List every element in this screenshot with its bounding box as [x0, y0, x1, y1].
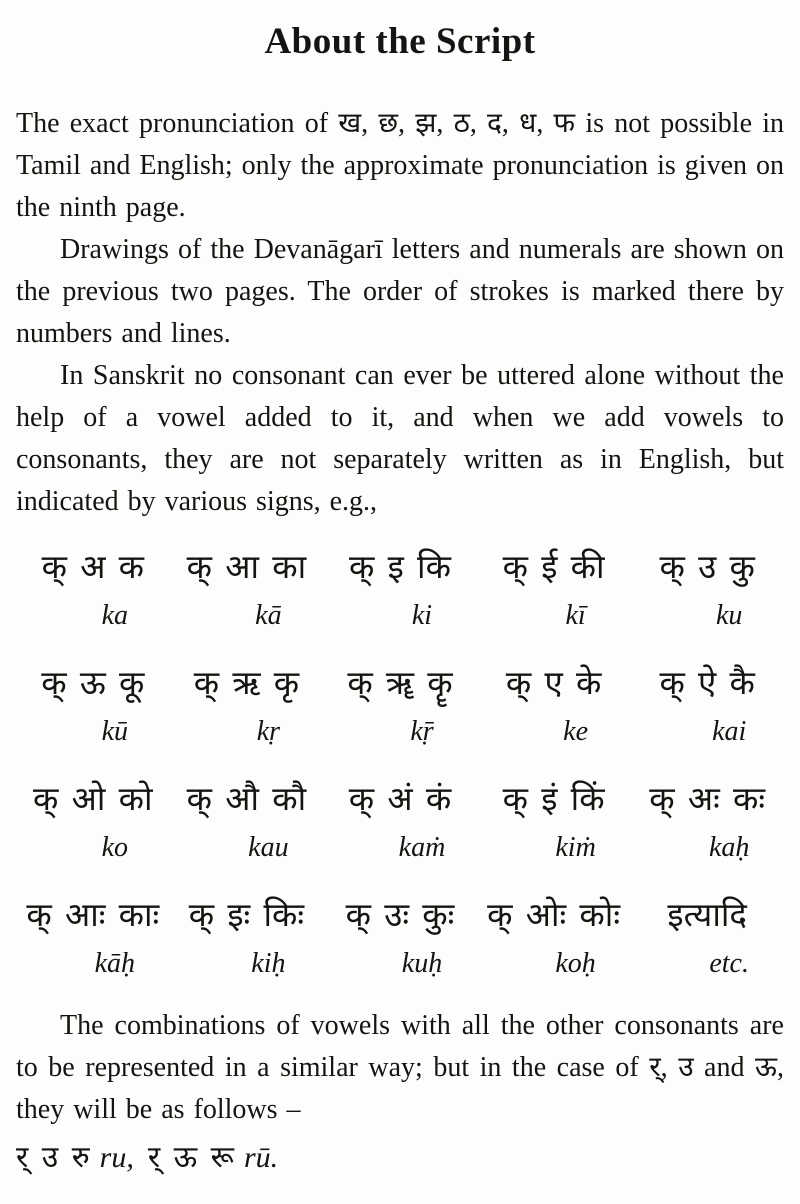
latin-transliteration: ki: [411, 600, 433, 631]
table-cell: [170, 541, 324, 637]
devanagari-combination: क् उः कुः: [345, 898, 455, 934]
table-cell: [170, 773, 324, 869]
devanagari-ruu-example: र् ऊ रू: [147, 1141, 234, 1174]
devanagari-combination: क् इं किं: [502, 782, 605, 818]
table-cell: [16, 541, 170, 637]
table-cell: [630, 657, 784, 753]
devanagari-combination: क् ओः कोः: [487, 898, 620, 934]
devanagari-etcetera: इत्यादि: [667, 898, 747, 934]
table-cell: [16, 657, 170, 753]
table-cell: [16, 773, 170, 869]
devanagari-combination: क् अं कं: [348, 782, 452, 818]
latin-transliteration: kū: [101, 716, 129, 747]
devanagari-combination: क् ॠ कॄ: [347, 666, 453, 702]
latin-ru: ru,: [99, 1141, 134, 1174]
devanagari-combination: क् ऊ कू: [41, 666, 145, 702]
latin-transliteration: kaṁ: [398, 832, 446, 863]
table-cell: [170, 657, 324, 753]
latin-transliteration: ka: [101, 600, 129, 631]
devanagari-combination: क् ई की: [502, 550, 605, 586]
devanagari-combination: क् इः किः: [188, 898, 305, 934]
table-cell: [323, 889, 477, 985]
table-row: [16, 657, 784, 753]
devanagari-combination: क् ऋ कृ: [193, 666, 300, 702]
closing-section: [16, 1005, 784, 1185]
paragraph-consonants: In Sanskrit no consonant can ever be uttered alone without the help of a vowel added to it, and when we add vowels to consonants, they are not separately written as in English, but indicated by various signs, e.g.,: [16, 360, 784, 517]
latin-transliteration: kaḥ: [708, 832, 750, 863]
devanagari-combination: क् आ का: [186, 550, 307, 586]
devanagari-combination: क् उ कु: [659, 550, 755, 586]
devanagari-ru-example: र् उ रु: [16, 1141, 90, 1174]
latin-transliteration: ke: [563, 716, 588, 747]
vowel-combination-table: [16, 541, 784, 985]
table-cell: [16, 889, 170, 985]
latin-transliteration: kāḥ: [94, 948, 136, 979]
latin-transliteration: etc.: [709, 948, 749, 979]
latin-transliteration: kuḥ: [401, 948, 443, 979]
table-row: [16, 541, 784, 637]
table-row: [16, 773, 784, 869]
latin-transliteration: ku: [715, 600, 743, 631]
devanagari-combination: क् ऐ कै: [659, 666, 755, 702]
latin-transliteration: ko: [101, 832, 129, 863]
latin-transliteration: kiḥ: [251, 948, 286, 979]
latin-transliteration: kṛ: [256, 716, 281, 747]
devanagari-combination: क् औ कौ: [186, 782, 307, 818]
table-cell: [170, 889, 324, 985]
table-cell: [323, 657, 477, 753]
devanagari-combination: क् ए के: [505, 666, 602, 702]
page-title: About the Script: [264, 21, 536, 62]
table-cell: [630, 773, 784, 869]
latin-transliteration: kau: [248, 832, 289, 863]
latin-transliteration: kiṁ: [555, 832, 596, 863]
devanagari-combination: क् अः कः: [649, 782, 766, 818]
latin-transliteration: kī: [565, 600, 586, 631]
table-cell: [477, 773, 631, 869]
table-cell: [323, 773, 477, 869]
table-cell: [630, 889, 784, 985]
latin-transliteration: kai: [712, 716, 747, 747]
table-cell: [630, 541, 784, 637]
latin-transliteration: koḥ: [555, 948, 596, 979]
devanagari-combination: क् इ कि: [349, 550, 451, 586]
paragraph-combinations: The combinations of vowels with all the other consonants are to be represented in a similar way; but in the case of र्, उ and ऊ, they will be as follows –: [16, 1010, 784, 1125]
devanagari-combination: क् ओ को: [33, 782, 153, 818]
devanagari-combination: क् अ क: [41, 550, 144, 586]
latin-transliteration: kṝ: [410, 716, 434, 747]
devanagari-combination: क् आः काः: [26, 898, 160, 934]
paragraph-pronunciation: The exact pronunciation of ख, छ, झ, ठ, द, ध, फ is not possible in Tamil and English; only the approximate pronunciation is given on the ninth page.: [16, 108, 785, 223]
latin-ruu: rū.: [243, 1141, 279, 1174]
ra-example-line: [16, 1131, 784, 1185]
table-cell: [477, 657, 631, 753]
table-cell: [477, 889, 631, 985]
table-cell: [477, 541, 631, 637]
paragraph-drawings: Drawings of the Devanāgarī letters and numerals are shown on the previous two pages. The order of strokes is marked there by numbers and lines.: [16, 234, 784, 349]
latin-transliteration: kā: [255, 600, 282, 631]
table-cell: [323, 541, 477, 637]
table-row: [16, 889, 784, 985]
